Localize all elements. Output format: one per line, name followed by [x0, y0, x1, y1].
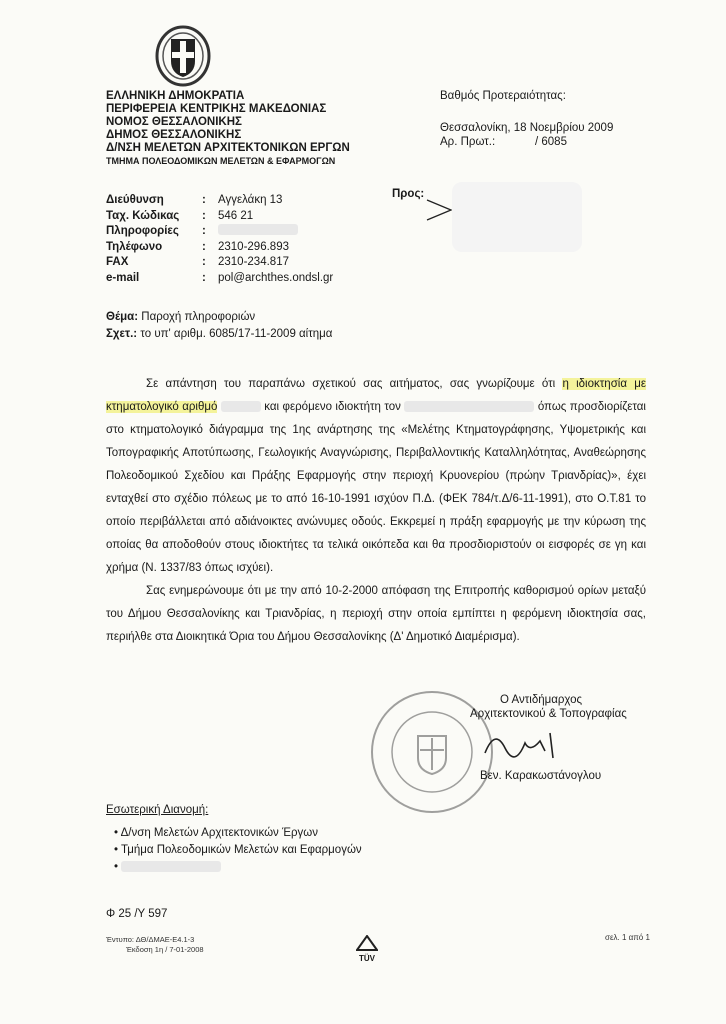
contact-label: Ταχ. Κώδικας — [106, 209, 180, 222]
file-code: Φ 25 /Υ 597 — [106, 908, 168, 920]
reference-text: το υπ' αριθμ. 6085/17-11-2009 αίτημα — [140, 328, 333, 340]
subject-text: Παροχή πληροφοριών — [141, 311, 256, 323]
redacted-text — [121, 861, 221, 872]
body-paragraph — [106, 373, 646, 580]
contact-value: pol@archthes.ondsl.gr — [218, 271, 334, 284]
letter-body — [106, 373, 646, 649]
header-line: Δ/ΝΣΗ ΜΕΛΕΤΩΝ ΑΡΧΙΤΕΚΤΟΝΙΚΩΝ ΕΡΓΩΝ — [106, 142, 350, 154]
contact-label: Τηλέφωνο — [106, 240, 163, 253]
coat-of-arms-emblem — [155, 25, 211, 87]
handwritten-signature — [475, 723, 575, 767]
protocol-label: Αρ. Πρωτ.: — [440, 136, 496, 148]
distribution-item: • Τμήμα Πολεοδομικών Μελετών και Εφαρμογών — [114, 842, 362, 859]
form-code: Έντυπο: ΔΘ/ΔΜΑΕ-Ε4.1-3 — [106, 935, 195, 944]
signatory-office: Αρχιτεκτονικού & Τοπογραφίας — [470, 708, 627, 720]
priority-label: Βαθμός Προτεραιότητας: — [440, 90, 566, 102]
contact-value: 2310-234.817 — [218, 256, 289, 268]
header-line: ΝΟΜΟΣ ΘΕΣΣΑΛΟΝΙΚΗΣ — [106, 116, 242, 128]
distribution-item: • Δ/νση Μελετών Αρχιτεκτονικών Έργων — [114, 825, 362, 842]
contact-value: Αγγελάκη 13 — [218, 194, 283, 206]
contact-label: FAX — [106, 256, 129, 268]
department-line: ΤΜΗΜΑ ΠΟΛΕΟΔΟΜΙΚΩΝ ΜΕΛΕΤΩΝ & ΕΦΑΡΜΟΓΩΝ — [106, 156, 336, 166]
protocol-number: / 6085 — [535, 136, 567, 148]
header-line: ΔΗΜΟΣ ΘΕΣΣΑΛΟΝΙΚΗΣ — [106, 129, 242, 141]
contact-label: Πληροφορίες — [106, 225, 179, 237]
reference-label: Σχετ.: — [106, 328, 138, 340]
distribution-item — [114, 859, 362, 876]
contact-label: e-mail — [106, 271, 140, 284]
contact-row: Τηλέφωνο : 2310-296.893 — [106, 240, 333, 256]
contact-value: 2310-296.893 — [218, 240, 289, 253]
distribution-block — [106, 802, 362, 876]
redacted-text — [404, 401, 534, 412]
recipient-arrow-icon — [425, 195, 455, 230]
redacted-text — [221, 401, 261, 412]
contact-row: Ταχ. Κώδικας : 546 21 — [106, 209, 333, 225]
subject-label: Θέμα: — [106, 311, 139, 323]
form-edition: Έκδοση 1η / 7-01-2008 — [126, 945, 204, 954]
body-text: και φερόμενο ιδιοκτήτη τον — [260, 401, 401, 413]
contact-row: Διεύθυνση : Αγγελάκη 13 — [106, 193, 333, 209]
contact-row: e-mail : pol@archthes.ondsl.gr — [106, 271, 333, 287]
page-number: σελ. 1 από 1 — [605, 933, 650, 942]
body-text: Σε απάντηση του παραπάνω σχετικού σας αιτήματος, σας γνωρίζουμε ότι — [146, 378, 563, 390]
contact-block — [106, 193, 333, 286]
signatory-name: Βεν. Καρακωστάνογλου — [480, 770, 602, 782]
redacted-recipient — [452, 182, 582, 252]
highlighted-text: η ιδιοκτησία με κτηματολογικό αριθμό — [106, 378, 646, 413]
signatory-title: Ο Αντιδήμαρχος — [500, 694, 583, 706]
document-date: Θεσσαλονίκη, 18 Νοεμβρίου 2009 — [440, 122, 614, 134]
contact-row: Πληροφορίες : — [106, 224, 333, 240]
recipient-label: Προς: — [392, 188, 425, 200]
contact-value: 546 21 — [218, 209, 254, 222]
body-text: όπως προσδιορίζεται στο κτηματολογικό διάγραμμα της 1ης ανάρτησης της «Μελέτης Κτηματογράφησης, Υψομετρικής και Τοπογραφικής Αποτύπωσης, Γεωλογικής Αναγνώρισης, Περιβαλλοντικής Καταλληλότητας, Αναθεώρησης Πολεοδομικού Σχεδίου και Πράξης Εφαρμογής στην περιοχή Κρυονερίου (πρώην Τριανδρίας)», έχει ενταχθεί στο σχέδιο πόλεως με το από 16-10-1991 ισχύον Π.Δ. (ΦΕΚ 784/τ.Δ/6-11-1991), στο Ο.Τ.81 το οποίο περιβάλλεται από αδιάνοικτες ανώνυμες οδούς. Εκκρεμεί η πράξη εφαρμογής με την κύρωση της οποίας θα αποδοθούν στους ιδιοκτήτες τα τελικά οικόπεδα και θα προσδιοριστούν οι εισφορές σε γη και χρήμα (Ν. 1337/83 όπως ισχύει). — [106, 401, 646, 574]
header-line: ΕΛΛΗΝΙΚΗ ΔΗΜΟΚΡΑΤΙΑ — [106, 90, 245, 102]
tuv-logo-text: TÜV — [359, 954, 375, 963]
header-line: ΠΕΡΙΦΕΡΕΙΑ ΚΕΝΤΡΙΚΗΣ ΜΑΚΕΔΟΝΙΑΣ — [106, 103, 327, 115]
contact-row: FAX : 2310-234.817 — [106, 255, 333, 271]
subject-block — [106, 309, 332, 343]
document-meta — [440, 89, 613, 149]
redacted-text — [218, 224, 298, 235]
distribution-title: Εσωτερική Διανομή: — [106, 804, 209, 816]
signature-block — [470, 693, 627, 783]
form-info — [106, 935, 204, 955]
issuer-header — [106, 90, 350, 168]
tuv-logo — [352, 935, 382, 963]
contact-label: Διεύθυνση — [106, 194, 164, 206]
body-paragraph: Σας ενημερώνουμε ότι με την από 10-2-2000 απόφαση της Επιτροπής καθορισμού ορίων μεταξύ του Δήμου Θεσσαλονίκης και Τριανδρίας, η περιοχή στην οποία εμπίπτει η φερόμενη ιδιοκτησία σας, περιήλθε στα Διοικητικά Όρια του Δήμου Θεσσαλονίκης (Δ' Δημοτικό Διαμέρισμα). — [106, 585, 646, 643]
